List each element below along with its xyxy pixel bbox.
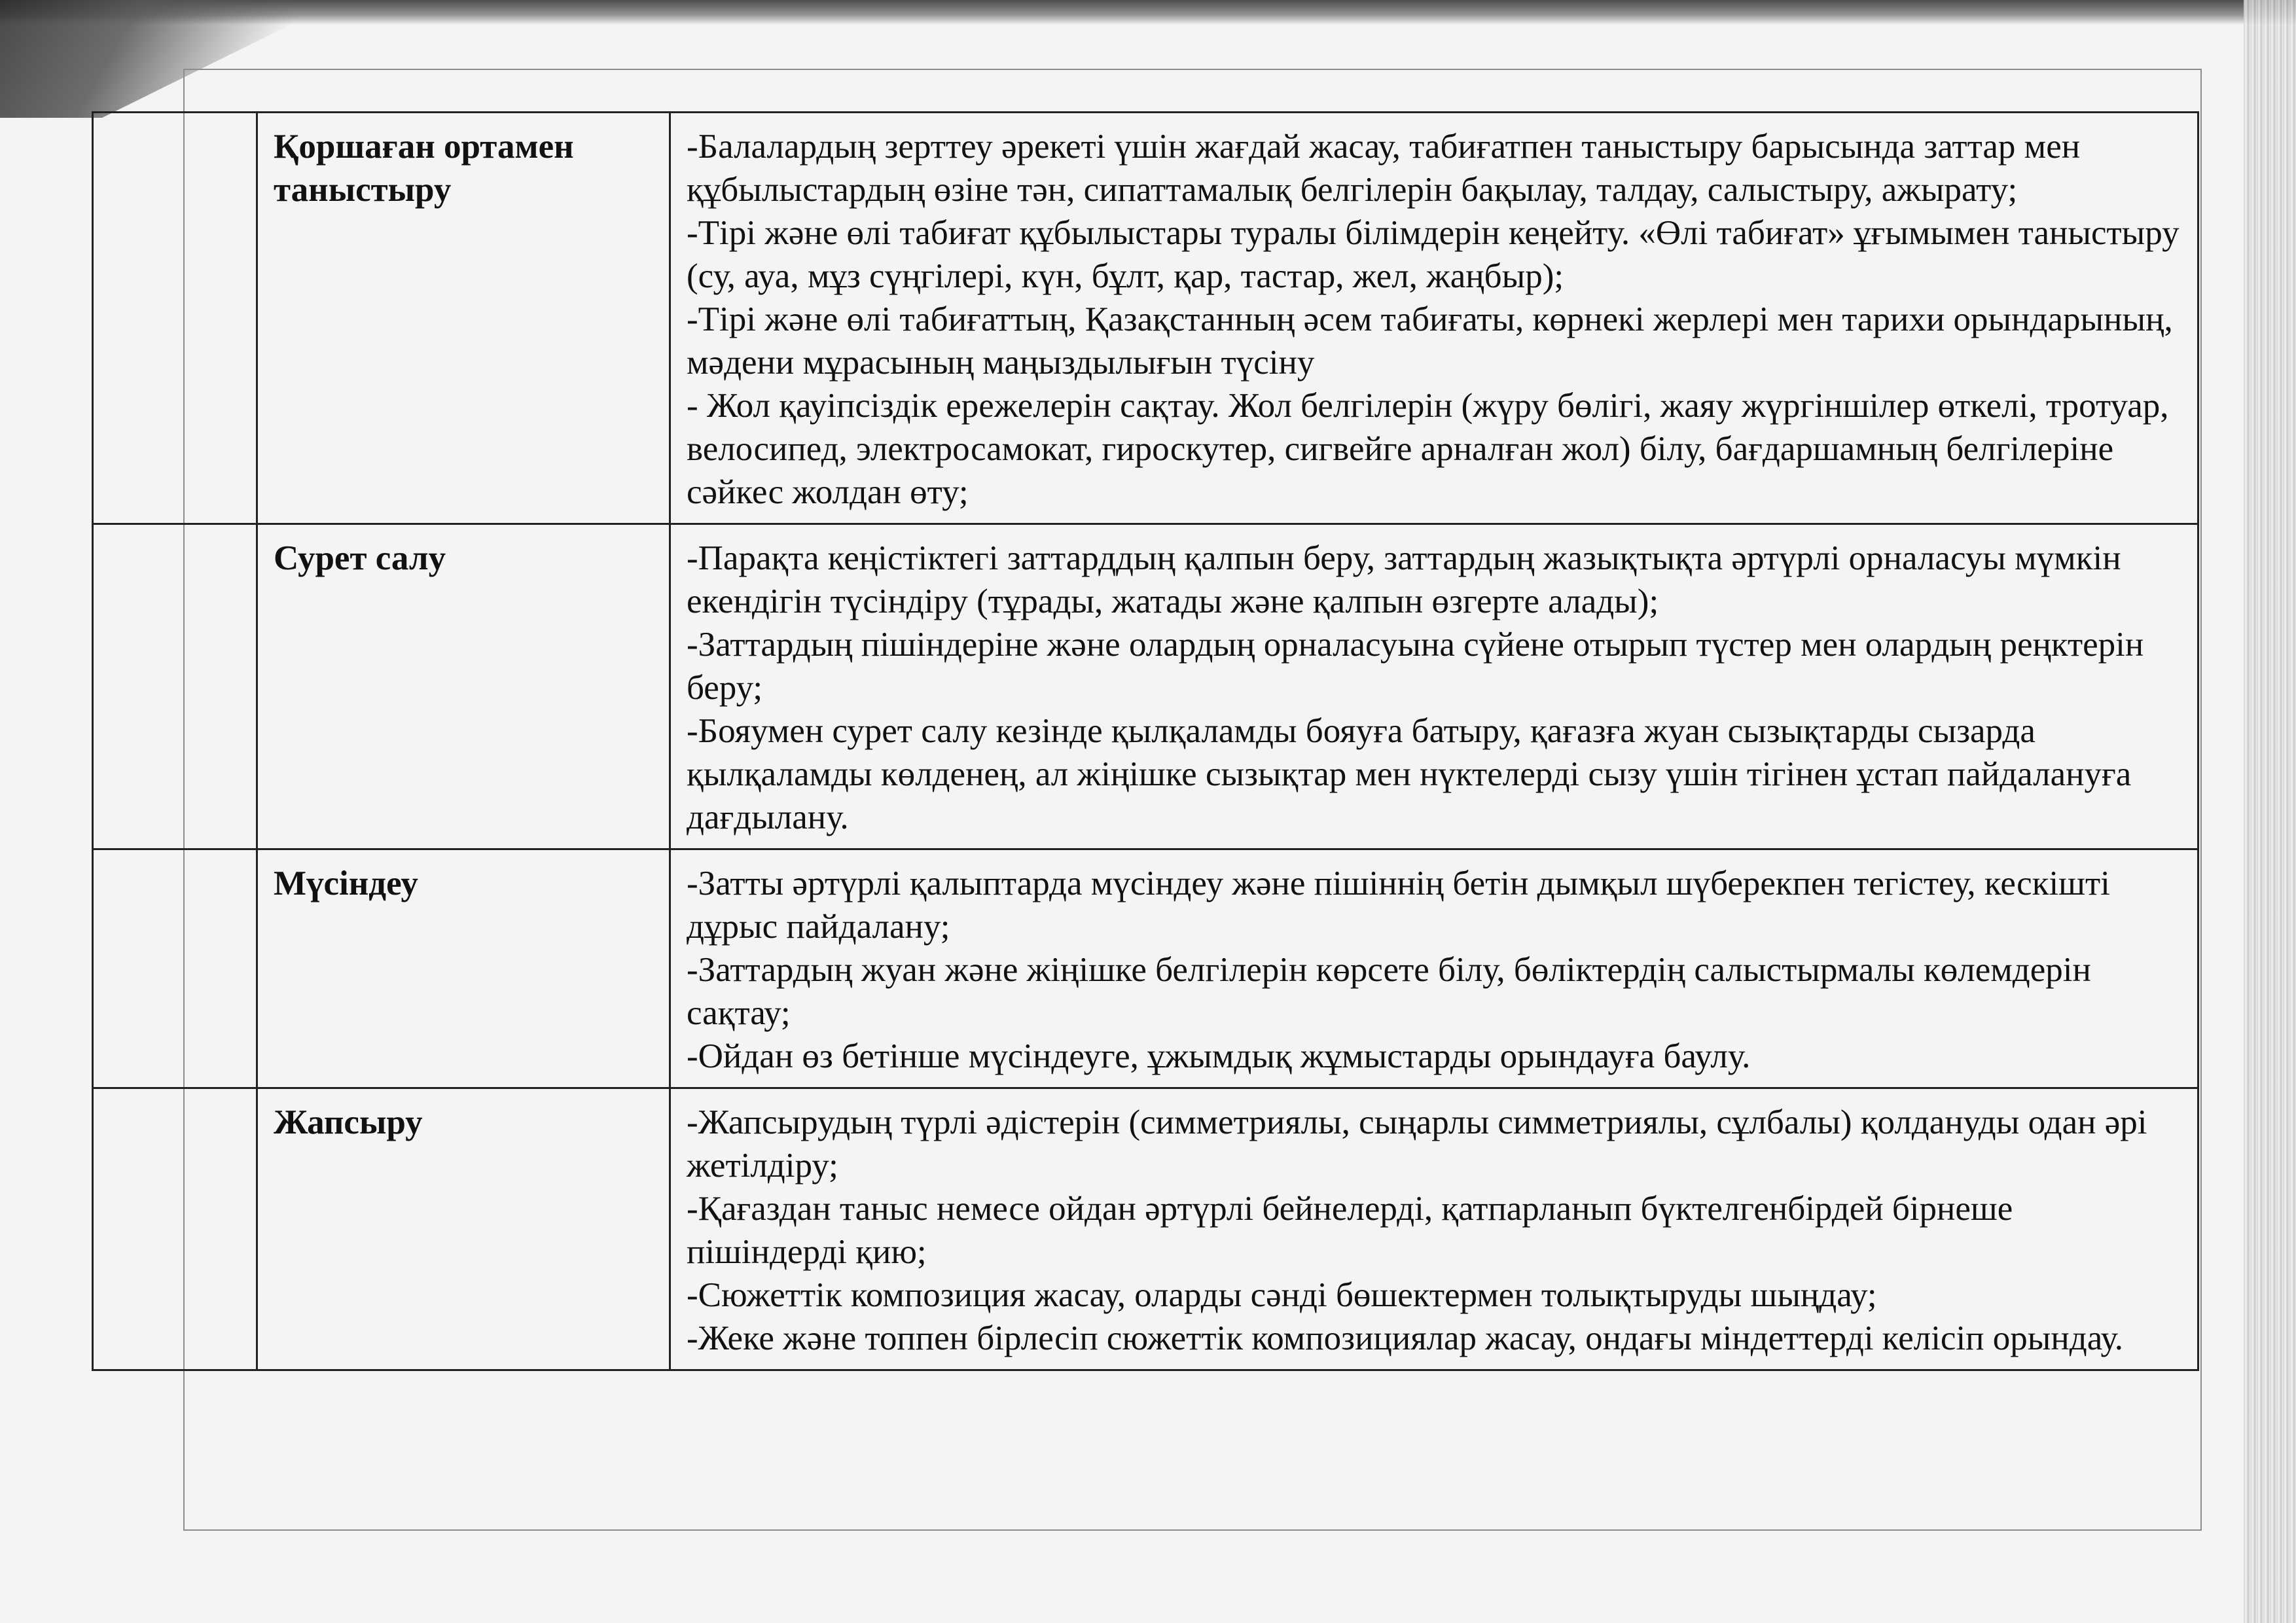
area-cell: Сурет салу xyxy=(257,524,670,849)
table-row xyxy=(93,1088,2198,1370)
area-cell: Мүсіндеу xyxy=(257,849,670,1088)
page-stack-edge xyxy=(2244,0,2296,1623)
list-item: -Заттардың жуан және жіңішке белгілерін көрсете білу, бөліктердің салыстырмалы көлемдерін сақтау; xyxy=(687,951,2091,1032)
list-item: -Балалардың зерттеу әрекеті үшін жағдай жасау, табиғатпен таныстыру барысында заттар мен құбылыстардың өзіне тән, сипаттамалық белгілерін бақылау, талдау, салыстыру, ажырату; xyxy=(687,128,2081,209)
area-cell: Қоршаған ортамен таныстыру xyxy=(257,113,670,524)
list-item: -Сюжеттік композиция жасау, оларды сәнді бөшектермен толықтыруды шыңдау; xyxy=(687,1276,1877,1314)
table-row xyxy=(93,524,2198,849)
curriculum-table xyxy=(92,111,2199,1371)
list-item: -Тірі және өлі табиғаттың, Қазақстанның әсем табиғаты, көрнекі жерлері мен тарихи орындарының, мәдени мұрасының маңыздылығын түсіну xyxy=(687,300,2173,382)
list-item: - Жол қауіпсіздік ережелерін сақтау. Жол белгілерін (жүру бөлігі, жаяу жүргіншілер өткелі, тротуар, велосипед, электросамокат, гироскутер, сигвейге арналған жол) білу, бағдаршамның белгілеріне сәйкес жолдан өту; xyxy=(687,387,2169,511)
table-row xyxy=(93,113,2198,524)
table-row xyxy=(93,849,2198,1088)
list-item: -Бояумен сурет салу кезінде қылқаламды бояуға батыру, қағазға жуан сызықтарды сызарда қылқаламды көлденең, ал жіңішке сызықтар мен нүктелерді сызу үшін тігінен ұстап пайдалануға дағдылану. xyxy=(687,712,2132,836)
content-cell xyxy=(670,1088,2198,1370)
margin-cell xyxy=(93,849,257,1088)
list-item: -Заттардың пішіндеріне және олардың орналасуына сүйене отырып түстер мен олардың реңктерін беру; xyxy=(687,626,2144,707)
content-cell xyxy=(670,524,2198,849)
content-cell xyxy=(670,849,2198,1088)
list-item: -Тірі және өлі табиғат құбылыстары туралы білімдерін кеңейту. «Өлі табиғат» ұғымымен таныстыру (су, ауа, мұз сүңгілері, күн, бұлт, қар, тастар, жел, жаңбыр); xyxy=(687,214,2179,295)
content-cell xyxy=(670,113,2198,524)
list-item: -Парақта кеңістіктегі заттарддың қалпын беру, заттардың жазықтықта әртүрлі орналасуы мүмкін екендігін түсіндіру (тұрады, жатады және қалпын өзгерте алады); xyxy=(687,539,2121,620)
margin-cell xyxy=(93,524,257,849)
list-item: -Затты әртүрлі қалыптарда мүсіндеу және пішіннің бетін дымқыл шүберекпен тегістеу, кескішті дұрыс пайдалану; xyxy=(687,865,2110,946)
list-item: -Қағаздан таныс немесе ойдан әртүрлі бейнелерді, қатпарланып бүктелгенбірдей бірнеше пішіндерді қию; xyxy=(687,1190,2013,1271)
list-item: -Жапсырудың түрлі әдістерін (симметриялы, сыңарлы симметриялы, сұлбалы) қолдануды одан әрі жетілдіру; xyxy=(687,1103,2147,1185)
scan-top-shadow xyxy=(0,0,2296,25)
margin-cell xyxy=(93,1088,257,1370)
list-item: -Ойдан өз бетінше мүсіндеуге, ұжымдық жұмыстарды орындауға баулу. xyxy=(687,1037,1751,1075)
margin-cell xyxy=(93,113,257,524)
area-cell: Жапсыру xyxy=(257,1088,670,1370)
list-item: -Жеке және топпен бірлесіп сюжеттік композициялар жасау, ондағы міндеттерді келісіп орындау. xyxy=(687,1319,2123,1357)
